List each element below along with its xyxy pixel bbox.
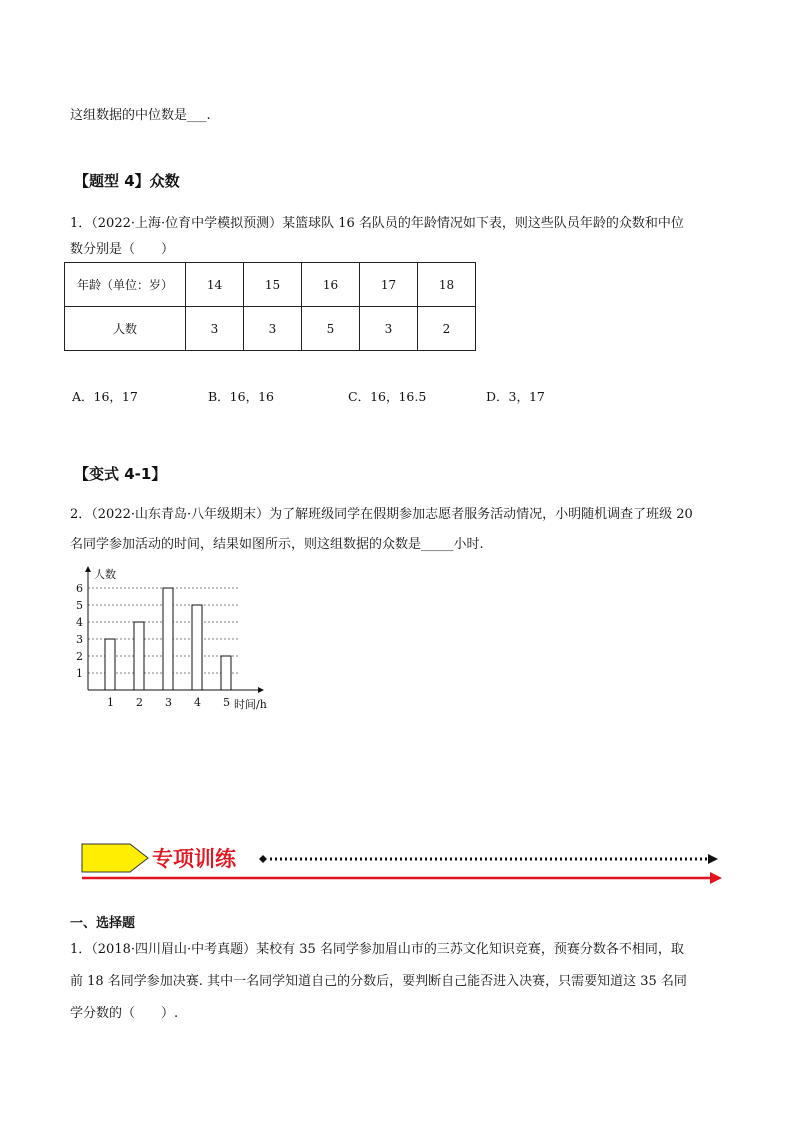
question-2-line-1: 2．（2022·山东青岛·八年级期末）为了解班级同学在假期参加志愿者服务活动情况，小明随机调查了班级 20 bbox=[70, 507, 693, 522]
x-tick-label: 3 bbox=[165, 696, 172, 709]
table-row bbox=[65, 307, 476, 351]
banner-tag-shape bbox=[82, 844, 148, 872]
bar-5 bbox=[221, 656, 231, 690]
bar-1 bbox=[105, 639, 115, 690]
y-tick-label: 4 bbox=[76, 616, 83, 629]
intro-line: 这组数据的中位数是___. bbox=[70, 108, 211, 123]
x-tick-label: 5 bbox=[223, 696, 230, 709]
table-cell: 15 bbox=[244, 263, 302, 307]
y-tick-label: 3 bbox=[76, 633, 83, 646]
choice-question-line-3: 学分数的（ ）. bbox=[70, 1006, 179, 1021]
y-axis-arrow bbox=[85, 566, 91, 572]
table-cell: 17 bbox=[360, 263, 418, 307]
option-d: D．3，17 bbox=[486, 389, 545, 404]
y-tick-label: 6 bbox=[76, 582, 83, 595]
x-axis-arrow bbox=[258, 687, 264, 693]
x-tick-label: 1 bbox=[107, 696, 114, 709]
table-row bbox=[65, 263, 476, 307]
y-tick-label: 5 bbox=[76, 599, 83, 612]
x-tick-label: 2 bbox=[136, 696, 143, 709]
banner-diamond bbox=[259, 855, 267, 863]
table-header-cell: 人数 bbox=[65, 307, 186, 351]
table-header-cell: 年龄（单位：岁） bbox=[65, 263, 186, 307]
volunteer-hours-chart bbox=[72, 566, 282, 716]
bar-3 bbox=[163, 588, 173, 690]
variant-heading: 【变式 4-1】 bbox=[74, 465, 167, 483]
special-training-banner bbox=[80, 840, 730, 890]
table-cell: 3 bbox=[360, 307, 418, 351]
banner-red-arrow bbox=[710, 872, 722, 884]
table-cell: 14 bbox=[186, 263, 244, 307]
age-table bbox=[64, 262, 476, 351]
table-cell: 18 bbox=[418, 263, 476, 307]
y-tick-label: 1 bbox=[76, 667, 83, 680]
section-4-heading: 【题型 4】众数 bbox=[74, 172, 180, 190]
question-1-line-2: 数分别是（ ） bbox=[70, 242, 175, 257]
x-tick-label: 4 bbox=[194, 696, 201, 709]
banner-title: 专项训练 bbox=[152, 847, 236, 871]
option-a: A．16，17 bbox=[72, 389, 138, 404]
option-c: C．16，16.5 bbox=[348, 389, 427, 404]
y-axis-label: 人数 bbox=[94, 568, 116, 581]
table-cell: 2 bbox=[418, 307, 476, 351]
table-cell: 3 bbox=[186, 307, 244, 351]
choice-question-line-2: 前 18 名同学参加决赛. 其中一名同学知道自己的分数后，要判断自己能否进入决赛，只需要知道这 35 名同 bbox=[70, 974, 687, 989]
choice-section-heading: 一、选择题 bbox=[70, 916, 136, 931]
bar-2 bbox=[134, 622, 144, 690]
table-cell: 3 bbox=[244, 307, 302, 351]
choice-question-line-1: 1．（2018·四川眉山·中考真题）某校有 35 名同学参加眉山市的三苏文化知识竞赛，预赛分数各不相同，取 bbox=[70, 942, 684, 957]
table-cell: 5 bbox=[302, 307, 360, 351]
banner-dotted-arrow bbox=[708, 854, 718, 864]
table-cell: 16 bbox=[302, 263, 360, 307]
question-1-line-1: 1．（2022·上海·位育中学模拟预测）某篮球队 16 名队员的年龄情况如下表，则这些队员年龄的众数和中位 bbox=[70, 216, 684, 231]
bar-4 bbox=[192, 605, 202, 690]
question-2-line-2: 名同学参加活动的时间，结果如图所示，则这组数据的众数是_____小时. bbox=[70, 537, 484, 552]
x-axis-label: 时间/h bbox=[234, 698, 267, 711]
y-tick-label: 2 bbox=[76, 650, 83, 663]
option-b: B．16，16 bbox=[208, 389, 274, 404]
